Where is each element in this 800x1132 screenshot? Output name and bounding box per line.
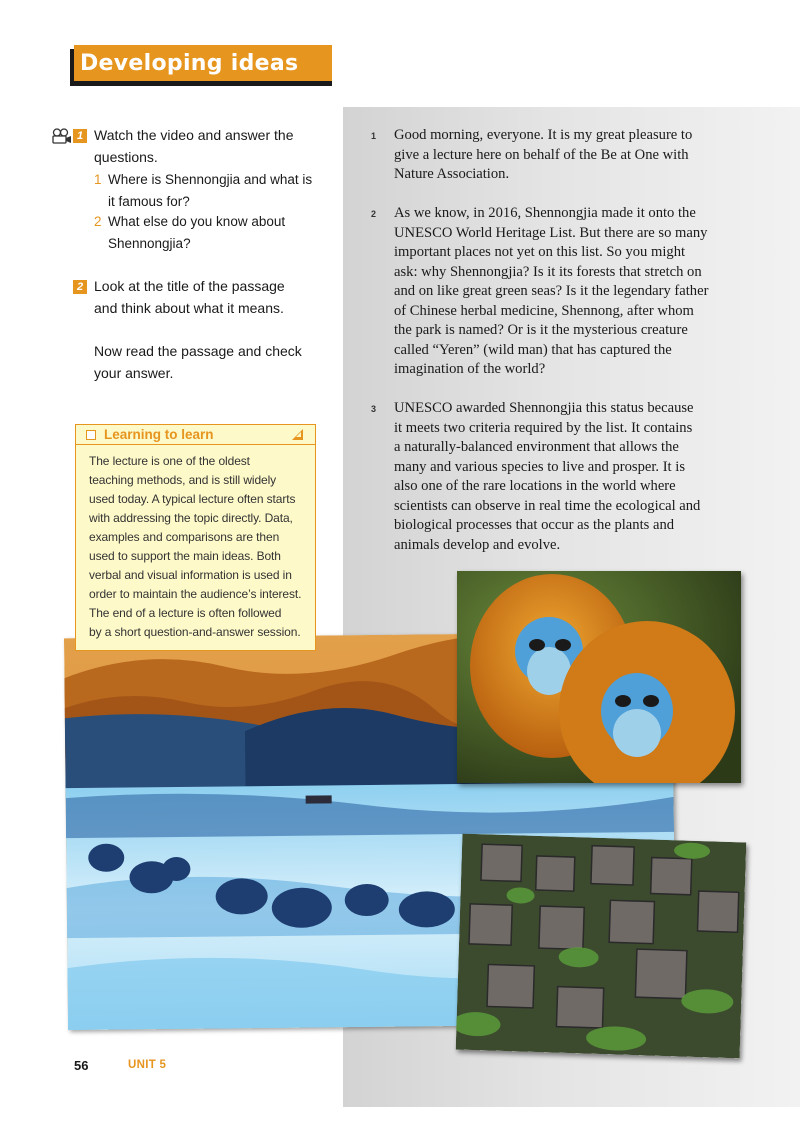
learning-line: The end of a lecture is often followed bbox=[89, 606, 282, 620]
paragraph-line: imagination of the world? bbox=[394, 361, 546, 377]
paragraph-1 bbox=[394, 126, 730, 185]
back-arrow-icon[interactable] bbox=[380, 54, 390, 72]
header-divider bbox=[370, 52, 371, 74]
paragraph-line: the park is named? Or is it the mysterious creature bbox=[394, 322, 688, 338]
learning-box-title: Learning to learn bbox=[104, 427, 214, 442]
paragraph-number: 1 bbox=[371, 131, 377, 141]
question-line: What else do you know about bbox=[108, 214, 286, 229]
question-number: 1 bbox=[94, 172, 102, 187]
question-1 bbox=[94, 169, 312, 212]
task-1-line: Watch the video and answer the bbox=[94, 127, 294, 143]
paragraph-number: 3 bbox=[371, 404, 377, 414]
section-header bbox=[74, 45, 332, 81]
beehives-photo bbox=[456, 834, 747, 1059]
learning-line: teaching methods, and is still widely bbox=[89, 473, 277, 487]
learning-line: order to maintain the audience’s interest. bbox=[89, 587, 302, 601]
question-2 bbox=[94, 211, 285, 254]
task-1-badge: 1 bbox=[73, 129, 87, 143]
question-line: Shennongjia? bbox=[108, 235, 191, 251]
learning-box-body bbox=[76, 445, 315, 642]
paragraph-line: give a lecture here on behalf of the Be at One with bbox=[394, 146, 689, 163]
section-title: Developing ideas bbox=[80, 50, 299, 76]
paragraph-line: important places not yet on this list. So you might bbox=[394, 244, 686, 260]
task-2-line: Look at the title of the passage bbox=[94, 278, 285, 294]
checkbox-icon bbox=[86, 430, 96, 440]
unit-label: UNIT 5 bbox=[128, 1059, 167, 1071]
paragraph-line: biological processes that occur as the plants and bbox=[394, 517, 675, 533]
task-1-instruction bbox=[94, 125, 294, 168]
learning-line: verbal and visual information is used in bbox=[89, 568, 292, 582]
paragraph-2 bbox=[394, 204, 730, 380]
paragraph-line: and on like great green seas? Is it the legendary father bbox=[394, 283, 709, 299]
learning-line: The lecture is one of the oldest bbox=[89, 454, 250, 468]
corner-triangle-icon bbox=[292, 429, 303, 440]
learning-box-header bbox=[76, 425, 315, 445]
paragraph-line: UNESCO awarded Shennongjia this status because bbox=[394, 400, 694, 416]
paragraph-line: As we know, in 2016, Shennongjia made it onto the bbox=[394, 205, 696, 221]
learning-line: examples and comparisons are then bbox=[89, 530, 280, 544]
task-2-instruction bbox=[94, 276, 285, 319]
question-line: Where is Shennongjia and what is bbox=[108, 172, 313, 187]
paragraph-line: it meets two criteria required by the list. It contains bbox=[394, 419, 693, 436]
task-2-badge: 2 bbox=[73, 280, 87, 294]
video-camera-icon bbox=[52, 128, 72, 144]
paragraph-line: a naturally-balanced environment that allows the bbox=[394, 439, 679, 455]
paragraph-line: ask: why Shennongjia? Is it its forests that stretch on bbox=[394, 263, 702, 280]
task-2-line: and think about what it means. bbox=[94, 299, 284, 316]
page-number: 56 bbox=[74, 1058, 89, 1073]
paragraph-line: animals develop and evolve. bbox=[394, 536, 561, 553]
learning-line: used to support the main ideas. Both bbox=[89, 549, 281, 563]
paragraph-line: scientists can observe in real time the ecological and bbox=[394, 497, 701, 514]
question-line: it famous for? bbox=[108, 193, 190, 209]
paragraph-line: of Chinese herbal medicine, Shennong, after whom bbox=[394, 302, 694, 319]
paragraph-line: also one of the rare locations in the world where bbox=[394, 478, 676, 494]
learning-line: by a short question-and-answer session. bbox=[89, 625, 301, 639]
task-2-line: your answer. bbox=[94, 364, 174, 381]
golden-monkeys-photo bbox=[457, 571, 741, 783]
paragraph-line: called “Yeren” (wild man) that has captured the bbox=[394, 341, 672, 358]
paragraph-line: Nature Association. bbox=[394, 166, 510, 182]
paragraph-line: UNESCO World Heritage List. But there are so many bbox=[394, 224, 708, 241]
learning-to-learn-box bbox=[75, 424, 316, 651]
paragraph-line: many and various species to live and prosper. It is bbox=[394, 458, 685, 475]
learning-line: with addressing the topic directly. Data, bbox=[89, 511, 293, 525]
learning-line: used today. A typical lecture often starts bbox=[89, 492, 296, 506]
paragraph-number: 2 bbox=[371, 209, 377, 219]
task-2-followup bbox=[94, 341, 302, 384]
paragraph-line: Good morning, everyone. It is my great pleasure to bbox=[394, 127, 693, 143]
task-1-line: questions. bbox=[94, 148, 158, 165]
paragraph-3 bbox=[394, 399, 730, 555]
question-number: 2 bbox=[94, 214, 102, 229]
task-2-line: Now read the passage and check bbox=[94, 343, 302, 359]
